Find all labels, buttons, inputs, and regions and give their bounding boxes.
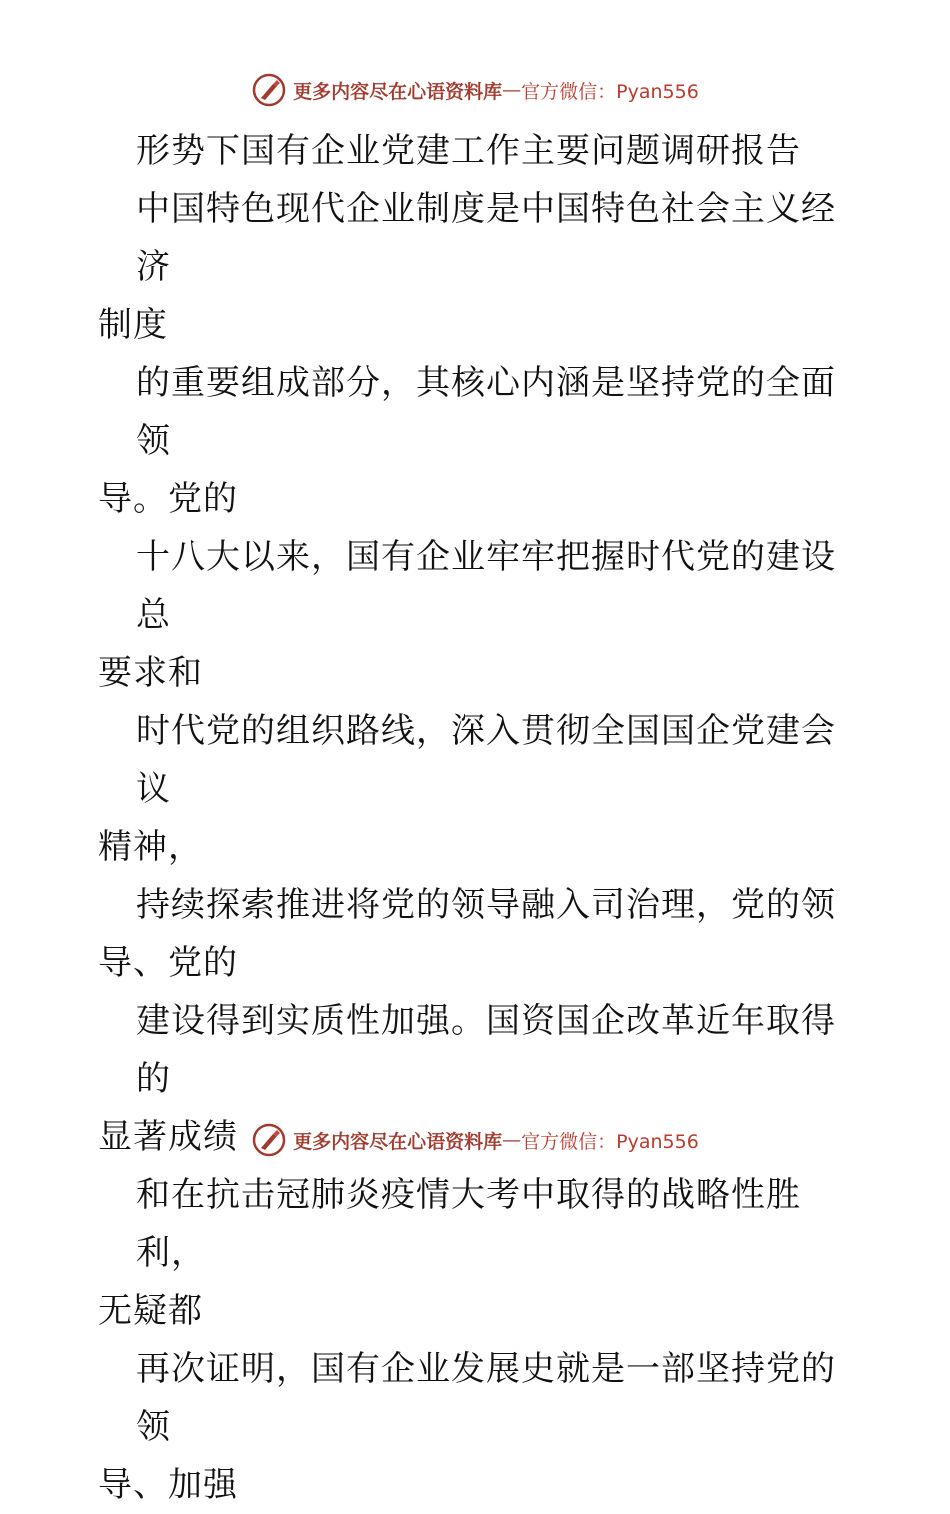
- pen-logo-icon: [251, 1122, 287, 1158]
- doc-line: 制度: [98, 305, 168, 345]
- doc-line: 的重要组成部分，其核心内涵是坚持党的全面领: [136, 363, 836, 461]
- banner-wechat: 官方微信：Pyan556: [521, 1130, 699, 1153]
- doc-line: 时代党的组织路线，深入贯彻全国国企党建会议: [136, 711, 836, 809]
- banner-wechat: 官方微信：Pyan556: [521, 80, 699, 103]
- footer-banner: [0, 1120, 950, 1160]
- pen-logo-icon: [251, 72, 287, 108]
- banner-text: 更多内容尽在心语资料库: [293, 1130, 503, 1153]
- doc-line: 和在抗击冠肺炎疫情大考中取得的战略性胜利，: [136, 1175, 801, 1273]
- banner-text: 更多内容尽在心语资料库: [293, 80, 503, 103]
- doc-line: 无疑都: [98, 1291, 203, 1331]
- doc-line: 十八大以来，国有企业牢牢把握时代党的建设总: [136, 537, 836, 635]
- doc-line: 要求和: [98, 653, 203, 693]
- doc-line: 精神，: [98, 827, 203, 867]
- banner-separator: —: [502, 79, 522, 101]
- doc-line: 中国特色现代企业制度是中国特色社会主义经济: [136, 189, 836, 287]
- document-body: [98, 122, 858, 1514]
- doc-line: 持续探索推进将党的领导融入司治理，党的领: [136, 885, 836, 925]
- header-banner: [0, 70, 950, 110]
- doc-line: 导、加强: [98, 1465, 238, 1505]
- doc-title: 形势下国有企业党建工作主要问题调研报告: [136, 131, 801, 171]
- doc-line: 导。党的: [98, 479, 238, 519]
- banner-separator: —: [502, 1129, 522, 1151]
- doc-line: 导、党的: [98, 943, 238, 983]
- doc-line: 建设得到实质性加强。国资国企改革近年取得的: [136, 1001, 836, 1099]
- doc-line: 显著成绩: [98, 1117, 238, 1157]
- doc-line: 再次证明，国有企业发展史就是一部坚持党的领: [136, 1349, 836, 1447]
